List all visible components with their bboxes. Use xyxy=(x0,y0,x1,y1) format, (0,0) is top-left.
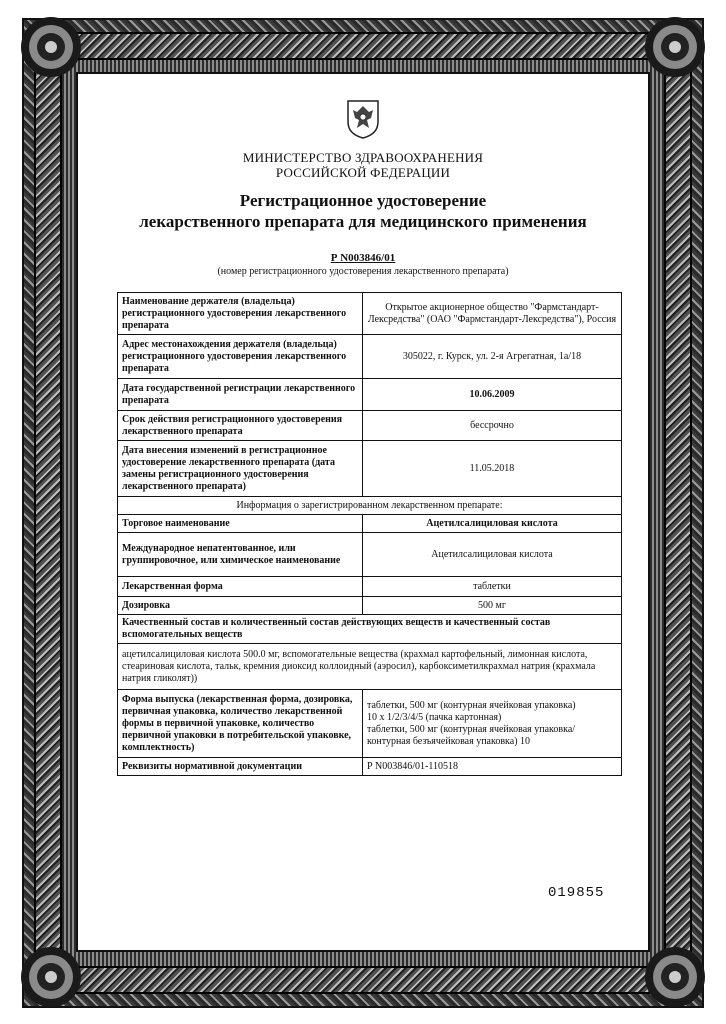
table-row xyxy=(118,577,622,597)
inn-value: Ацетилсалициловая кислота xyxy=(363,533,622,577)
serial-number: 019855 xyxy=(548,885,605,901)
coat-of-arms-icon xyxy=(345,98,381,140)
certificate-table xyxy=(117,292,622,776)
table-row xyxy=(118,497,622,515)
table-row xyxy=(118,379,622,411)
ministry-name-line1: МИНИСТЕРСТВО ЗДРАВООХРАНЕНИЯ xyxy=(242,150,484,165)
validity-value: бессрочно xyxy=(363,411,622,441)
holder-label: Наименование держателя (владельца) регистрационного удостоверения лекарственного препарата xyxy=(118,293,363,335)
normative-doc-label: Реквизиты нормативной документации xyxy=(118,758,363,776)
composition-value: ацетилсалициловая кислота 500.0 мг, вспомогательные вещества (крахмал картофельный, лимонная кислота, стеариновая кислота, тальк, кремния диоксид коллоидный (аэросил), карбоксиметилкрахмал натрия (крахмала натрия гликолят)) xyxy=(118,644,622,690)
info-header: Информация о зарегистрированном лекарственном препарате: xyxy=(118,497,622,515)
composition-label: Качественный состав и количественный состав действующих веществ и качественный состав вспомогательных веществ xyxy=(118,615,622,644)
release-form-value xyxy=(363,690,622,758)
dosage-form-value: таблетки xyxy=(363,577,622,597)
document-subtitle: лекарственного препарата для медицинского применения xyxy=(139,212,587,231)
inn-label: Международное непатентованное, или группировочное, или химическое наименование xyxy=(118,533,363,577)
registration-date-label: Дата государственной регистрации лекарственного препарата xyxy=(118,379,363,411)
table-row xyxy=(118,411,622,441)
changes-date-value: 11.05.2018 xyxy=(363,441,622,497)
document-title: Регистрационное удостоверение xyxy=(239,191,487,210)
dosage-value: 500 мг xyxy=(363,597,622,615)
validity-label: Срок действия регистрационного удостоверения лекарственного препарата xyxy=(118,411,363,441)
dosage-label: Дозировка xyxy=(118,597,363,615)
release-form-line: 10 х 1/2/3/4/5 (пачка картонная) xyxy=(367,711,502,723)
corner-ornament-icon xyxy=(640,942,710,1012)
table-row xyxy=(118,293,622,335)
table-row xyxy=(118,615,622,644)
table-row xyxy=(118,335,622,379)
table-row xyxy=(118,758,622,776)
registration-date-value: 10.06.2009 xyxy=(363,379,622,411)
corner-ornament-icon xyxy=(16,942,86,1012)
address-value: 305022, г. Курск, ул. 2-я Агрегатная, 1а/18 xyxy=(363,335,622,379)
corner-ornament-icon xyxy=(640,12,710,82)
dosage-form-label: Лекарственная форма xyxy=(118,577,363,597)
release-form-line: таблетки, 500 мг (контурная ячейковая упаковка/ xyxy=(367,723,576,735)
trade-name-label: Торговое наименование xyxy=(118,515,363,533)
table-row xyxy=(118,644,622,690)
registration-number-caption: (номер регистрационного удостоверения лекарственного препарата) xyxy=(217,266,509,277)
normative-doc-value: Р N003846/01-110518 xyxy=(363,758,622,776)
release-form-label: Форма выпуска (лекарственная форма, дозировка, первичная упаковка, количество лекарственной формы в первичной упаковке, количество первичной упаковки в потребительской упаковке, комплектность) xyxy=(118,690,363,758)
address-label: Адрес местонахождения держателя (владельца) регистрационного удостоверения лекарственного препарата xyxy=(118,335,363,379)
table-row xyxy=(118,597,622,615)
table-row xyxy=(118,441,622,497)
changes-date-label: Дата внесения изменений в регистрационное удостоверение лекарственного препарата (дата замены регистрационного удостоверения лекарственного препарата) xyxy=(118,441,363,497)
table-row xyxy=(118,533,622,577)
table-row xyxy=(118,515,622,533)
table-row xyxy=(118,690,622,758)
registration-number: Р N003846/01 xyxy=(330,252,396,264)
release-form-line: контурная безъячейковая упаковка) 10 xyxy=(367,735,531,747)
ministry-name-line2: РОССИЙСКОЙ ФЕДЕРАЦИИ xyxy=(275,165,451,180)
trade-name-value: Ацетилсалициловая кислота xyxy=(363,515,622,533)
holder-value: Открытое акционерное общество "Фармстандарт-Лексредства" (ОАО "Фармстандарт-Лексредства"), Россия xyxy=(363,293,622,335)
release-form-line: таблетки, 500 мг (контурная ячейковая упаковка) xyxy=(367,699,576,711)
